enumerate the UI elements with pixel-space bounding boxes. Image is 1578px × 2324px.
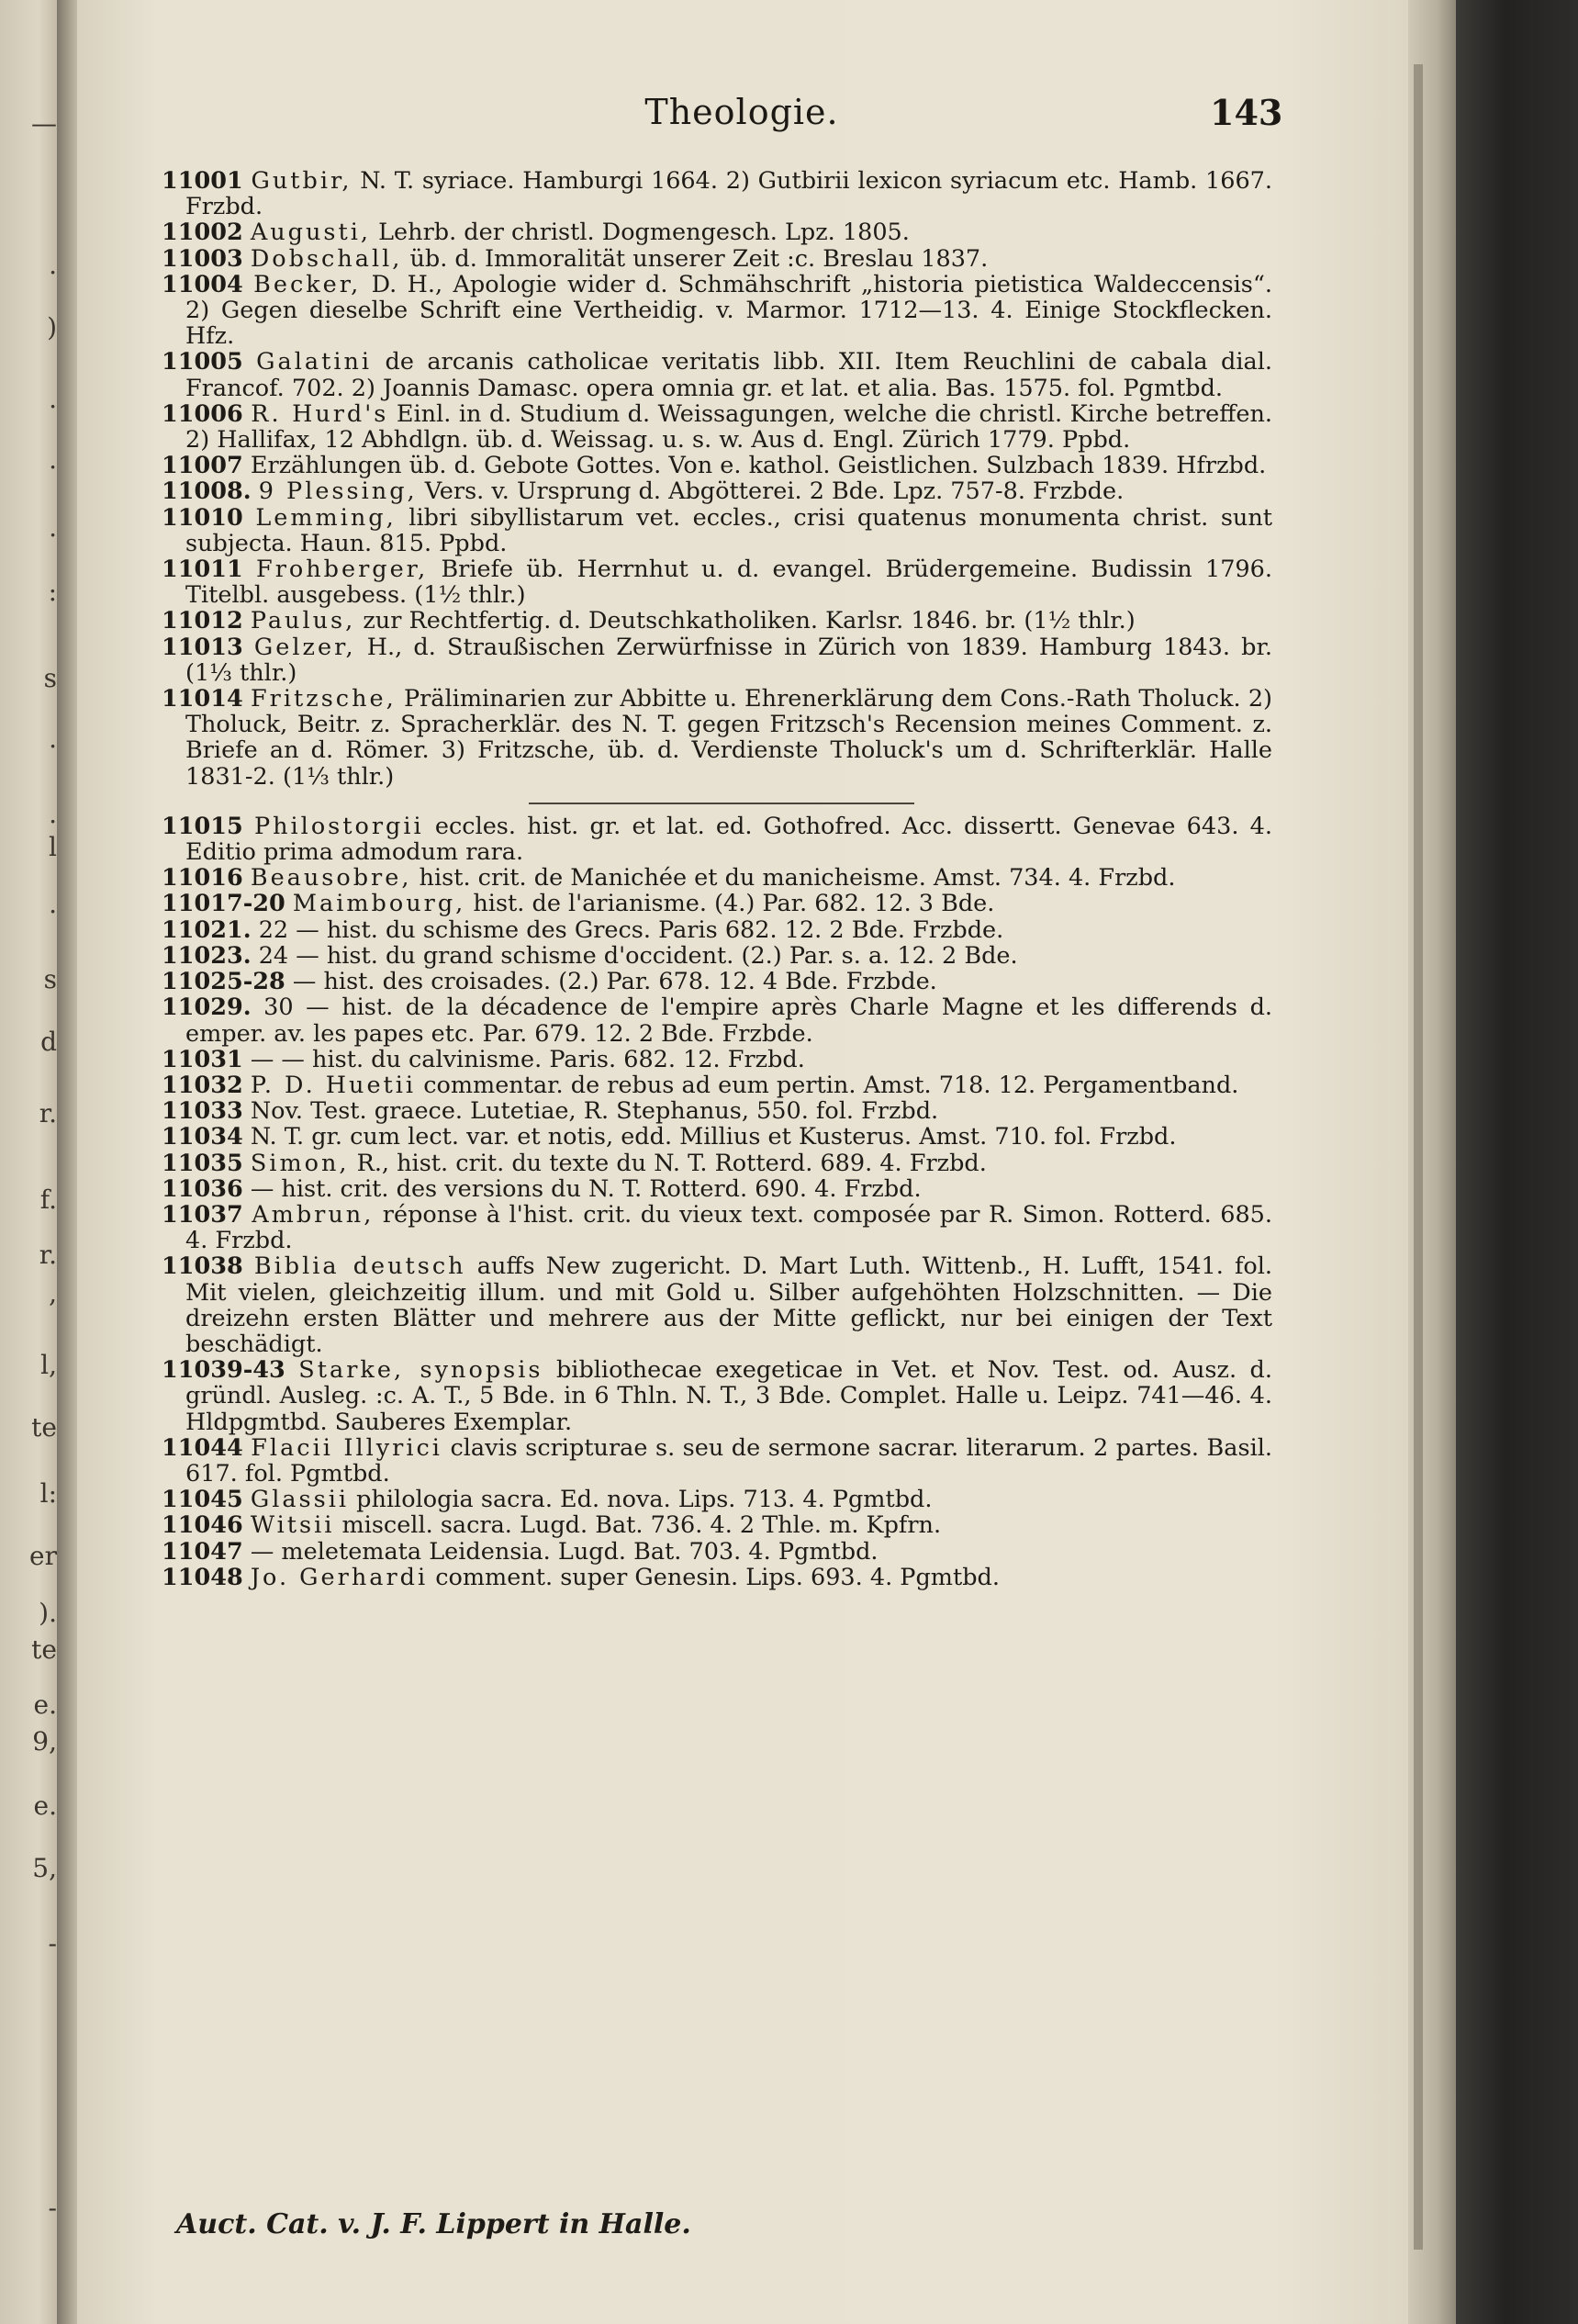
lot-number: 11005	[162, 348, 243, 376]
catalogue-entry	[162, 917, 1272, 943]
entry-description: Briefe üb. Herrnhut u. d. evangel. Brüdergemeine. Budissin 1796. Titelbl. ausgebess. (1½ thlr.)	[185, 556, 1272, 610]
lot-number: 11008.	[162, 477, 252, 506]
entry-description: üb. d. Immoralität unserer Zeit :c. Breslau 1837.	[402, 244, 989, 273]
margin-fragment: -	[48, 1928, 57, 1959]
catalogue-entry	[162, 608, 1272, 634]
entry-description: R., hist. crit. du texte du N. T. Rotterd. 689. 4. Frzbd.	[349, 1149, 987, 1177]
author-name: Starke, synopsis	[298, 1356, 543, 1385]
catalogue-entry	[162, 1098, 1272, 1124]
catalogue-entry	[162, 401, 1272, 453]
margin-fragment: l:	[39, 1478, 57, 1509]
margin-fragment: :	[48, 577, 57, 607]
catalogue-entry	[162, 1124, 1272, 1150]
entry-description: 22 — hist. du schisme des Grecs. Paris 682. 12. 2 Bde. Frzbde.	[251, 915, 1004, 944]
entry-description: D. H., Apologie wider d. Schmähschrift „historia pietistica Waldeccensis“. 2) Gegen dieselbe Schrift eine Vertheidig. v. Marmor. 1712—13. 4. Einige Stockflecken. Hfz.	[185, 270, 1273, 351]
author-name: Augusti,	[250, 219, 372, 247]
entry-description: auffs New zugericht. D. Mart Luth. Wittenb., H. Lufft, 1541. fol. Mit vielen, gleichzeitig illum. und mit Gold u. Silber aufgehöhten Holzschnitten. — Die dreizehn ersten Blätter und mehrere aus der Mitte geflickt, nur bei einigen der Text beschädigt.	[185, 1252, 1273, 1358]
catalogue-entry	[162, 865, 1272, 891]
margin-fragment: s	[43, 663, 57, 693]
margin-fragment: d	[40, 1027, 57, 1057]
entry-description: N. T. syriace. Hamburgi 1664. 2) Gutbirii lexicon syriacum etc. Hamb. 1667. Frzbd.	[185, 167, 1273, 221]
lot-number: 11025-28	[162, 968, 285, 996]
entry-description: réponse à l'hist. crit. du vieux text. composée par R. Simon. Rotterd. 685. 4. Frzbd.	[185, 1200, 1273, 1255]
entry-description: commentar. de rebus ad eum pertin. Amst. 718. 12. Pergamentband.	[416, 1071, 1239, 1099]
entry-description: miscell. sacra. Lugd. Bat. 736. 4. 2 Thle. m. Kpfrn.	[334, 1511, 942, 1540]
catalogue-entry	[162, 168, 1272, 219]
margin-fragment: ).	[39, 1598, 57, 1628]
entry-description: — hist. crit. des versions du N. T. Rotterd. 690. 4. Frzbd.	[242, 1174, 922, 1203]
lot-number: 11017-20	[162, 890, 285, 918]
lot-number: 11016	[162, 864, 243, 893]
catalogue-entry	[162, 505, 1272, 556]
margin-fragment: .	[49, 799, 57, 829]
catalogue-entry	[162, 686, 1272, 790]
author-name: Lemming,	[255, 503, 397, 532]
lot-number: 11006	[162, 399, 243, 428]
book-cover	[1456, 0, 1578, 2324]
section-divider	[529, 803, 914, 804]
entry-description: hist. crit. de Manichée et du manicheisme. Amst. 734. 4. Frzbd.	[411, 864, 1176, 893]
lot-number: 11012	[162, 607, 243, 635]
catalogue-entry	[162, 891, 1272, 916]
catalogue-entry	[162, 1253, 1272, 1357]
lot-number: 11010	[162, 503, 243, 532]
catalogue-entry	[162, 478, 1272, 504]
catalogue-entry	[162, 219, 1272, 245]
lot-number: 11034	[162, 1123, 243, 1151]
lot-number: 11007	[162, 452, 243, 480]
entry-description: Vers. v. Ursprung d. Abgötterei. 2 Bde. Lpz. 757-8. Frzbde.	[417, 477, 1125, 506]
margin-fragment: s	[43, 964, 57, 994]
lot-number: 11037	[162, 1200, 243, 1229]
lot-number: 11001	[162, 167, 243, 195]
page-stack	[1414, 64, 1423, 2250]
entry-description: clavis scripturae s. seu de sermone sacrar. literarum. 2 partes. Basil. 617. fol. Pgmtbd.	[185, 1433, 1272, 1488]
author-name: Gutbir,	[251, 167, 353, 195]
margin-fragment: r.	[39, 1240, 57, 1270]
catalogue-entry	[162, 272, 1272, 350]
margin-fragment: .	[49, 384, 57, 414]
lot-number: 11004	[162, 270, 243, 298]
lot-number: 11035	[162, 1149, 243, 1177]
margin-fragment: e.	[33, 1690, 57, 1720]
author-name: Beausobre,	[250, 864, 412, 893]
book-gutter	[57, 0, 79, 2324]
author-name: Simon,	[250, 1149, 350, 1177]
author-name: Glassii	[250, 1486, 350, 1514]
lot-number: 11044	[162, 1433, 243, 1462]
catalogue-entry	[162, 1539, 1272, 1565]
catalogue-entry	[162, 246, 1272, 272]
catalogue-entry	[162, 1176, 1272, 1202]
catalogue-entry	[162, 943, 1272, 969]
entry-description: Präliminarien zur Abbitte u. Ehrenerklärung dem Cons.-Rath Tholuck. 2) Tholuck, Beitr. z. Spracherklär. des N. T. gegen Fritzsch's Recension meines Comment. z. Briefe an d. Römer. 3) Fritzsche, üb. d. Verdienste Tholuck's um d. Schrifterklär. Halle 1831-2. (1⅓ thlr.)	[185, 685, 1272, 791]
left-page-edge	[0, 0, 64, 2324]
lot-number: 11033	[162, 1097, 243, 1126]
lot-number: 11032	[162, 1071, 243, 1099]
lot-number: 11021.	[162, 915, 252, 944]
author-name: P. D. Huetii	[250, 1071, 417, 1099]
margin-fragment: .	[49, 250, 57, 280]
author-name: Becker,	[253, 270, 362, 298]
catalogue-entry	[162, 453, 1272, 478]
catalogue-entry	[162, 1047, 1272, 1072]
entry-description: Einl. in d. Studium d. Weissagungen, welche die christl. Kirche betreffen. 2) Hallifax, 12 Abhdlgn. üb. d. Weissag. u. s. w. Aus d. Engl. Zürich 1779. Ppbd.	[185, 399, 1273, 455]
author-name: Gelzer,	[253, 633, 356, 661]
catalogue-entry	[162, 556, 1272, 608]
lot-number: 11002	[162, 219, 243, 247]
catalogue-entry	[162, 1512, 1272, 1538]
margin-fragment: l	[49, 832, 57, 862]
margin-fragment: .	[49, 444, 57, 475]
author-name: Fritzsche,	[250, 685, 397, 713]
margin-fragment: er	[29, 1541, 57, 1571]
lot-number: 11014	[162, 685, 243, 713]
margin-fragment: e.	[33, 1791, 57, 1821]
author-name: Flacii Illyrici	[251, 1433, 442, 1462]
lot-number: 11038	[162, 1252, 243, 1281]
author-name: Paulus,	[250, 607, 356, 635]
author-name: Philostorgii	[253, 812, 424, 840]
lot-number: 11036	[162, 1174, 243, 1203]
entry-description: eccles. hist. gr. et lat. ed. Gothofred. Acc. dissertt. Genevae 643. 4. Editio prima admodum rara.	[185, 812, 1272, 867]
entry-description: Erzählungen üb. d. Gebote Gottes. Von e. kathol. Geistlichen. Sulzbach 1839. Hfrzbd.	[242, 452, 1267, 480]
margin-fragment: te	[31, 1634, 57, 1665]
lot-number: 11048	[162, 1563, 243, 1591]
author-name: Galatini	[256, 348, 373, 376]
margin-fragment: -	[48, 2193, 57, 2223]
entry-description: hist. de l'arianisme. (4.) Par. 682. 12. 3 Bde.	[465, 890, 995, 918]
catalogue-entry	[162, 1565, 1272, 1590]
author-name: Ambrun,	[252, 1200, 375, 1229]
entry-description: Nov. Test. graece. Lutetiae, R. Stephanus, 550. fol. Frzbd.	[242, 1097, 939, 1126]
margin-fragment: l,	[40, 1350, 57, 1380]
entry-description: de arcanis catholicae veritatis libb. XII. Item Reuchlini de cabala dial. Francof. 702. 2) Joannis Damasc. opera omnia gr. et lat. et alia. Bas. 1575. fol. Pgmtbd.	[185, 348, 1273, 402]
author-name: Witsii	[250, 1511, 335, 1540]
entry-description: H., d. Straußischen Zerwürfnisse in Zürich von 1839. Hamburg 1843. br. (1⅓ thlr.)	[185, 633, 1273, 687]
page-number: 143	[1210, 92, 1283, 133]
catalogue-entry	[162, 1487, 1272, 1512]
lot-number: 11023.	[162, 941, 252, 970]
lot-number: 11039-43	[162, 1356, 285, 1385]
catalogue-entry	[162, 1072, 1272, 1098]
margin-fragment: 5,	[32, 1853, 57, 1883]
author-name: Dobschall,	[250, 244, 403, 273]
author-name: Jo. Gerhardi	[250, 1563, 429, 1591]
margin-fragment: ,	[49, 1278, 57, 1308]
catalogue-entry	[162, 634, 1272, 686]
entry-description: bibliothecae exegeticae in Vet. et Nov. Test. od. Ausz. d. gründl. Ausleg. :c. A. T., 5 Bde. in 6 Thln. N. T., 3 Bde. Complet. Halle u. Leipz. 741—46. 4. Hldpgmtbd. Sauberes Exemplar.	[185, 1356, 1272, 1436]
publisher-footer: Auct. Cat. v. J. F. Lippert in Halle.	[176, 2208, 691, 2240]
margin-fragment: .	[49, 512, 57, 543]
entry-description: — meletemata Leidensia. Lugd. Bat. 703. 4. Pgmtbd.	[242, 1537, 879, 1566]
entry-description: zur Rechtfertig. d. Deutschkatholiken. Karlsr. 1846. br. (1½ thlr.)	[355, 607, 1136, 635]
margin-fragment: 9,	[32, 1726, 57, 1757]
margin-fragment: —	[31, 108, 57, 139]
lot-number: 11013	[162, 633, 243, 661]
running-title: Theologie.	[644, 92, 839, 132]
margin-fragment: te	[31, 1412, 57, 1443]
lot-number: 11045	[162, 1486, 243, 1514]
catalogue-entry	[162, 349, 1272, 400]
entry-description: Lehrb. der christl. Dogmengesch. Lpz. 1805.	[371, 219, 910, 247]
lot-number: 11029.	[162, 994, 252, 1022]
catalogue-entry	[162, 814, 1272, 865]
author-name: Frohberger,	[256, 556, 429, 584]
entry-description: 24 — hist. du grand schisme d'occident. (2.) Par. s. a. 12. 2 Bde.	[251, 941, 1018, 970]
catalogue-entry	[162, 994, 1272, 1046]
lot-number: 11003	[162, 244, 243, 273]
entry-description: — hist. des croisades. (2.) Par. 678. 12. 4 Bde. Frzbde.	[285, 968, 937, 996]
entry-description: comment. super Genesin. Lips. 693. 4. Pgmtbd.	[428, 1563, 1000, 1591]
catalogue-entry	[162, 1435, 1272, 1487]
entries-before-rule	[162, 168, 1272, 790]
margin-fragment: .	[49, 724, 57, 754]
catalogue-entry	[162, 1357, 1272, 1435]
margin-fragment: r.	[39, 1098, 57, 1128]
catalogue-entry	[162, 969, 1272, 994]
catalogue-entry	[162, 1151, 1272, 1176]
margin-fragment: )	[47, 312, 57, 342]
margin-fragment: f.	[39, 1184, 57, 1215]
entries-after-rule	[162, 814, 1272, 1590]
author-name: Maimbourg,	[292, 890, 466, 918]
catalogue-entries	[162, 168, 1272, 1590]
lot-number: 11031	[162, 1045, 243, 1073]
author-name: R. Hurd's	[251, 399, 389, 428]
lot-number: 11047	[162, 1537, 243, 1566]
entry-description: 30 — hist. de la décadence de l'empire après Charle Magne et les differends d. emper. av. les papes etc. Par. 679. 12. 2 Bde. Frzbde.	[185, 994, 1272, 1048]
lot-number: 11011	[162, 556, 243, 584]
entry-description: N. T. gr. cum lect. var. et notis, edd. Millius et Kusterus. Amst. 710. fol. Frzbd.	[242, 1123, 1177, 1151]
entry-description: philologia sacra. Ed. nova. Lips. 713. 4. Pgmtbd.	[349, 1486, 933, 1514]
author-name: Biblia deutsch	[253, 1252, 466, 1281]
lot-number: 11046	[162, 1511, 243, 1540]
catalogue-entry	[162, 1202, 1272, 1253]
lot-number: 11015	[162, 812, 243, 840]
entry-description: libri sibyllistarum vet. eccles., crisi quatenus monumenta christ. sunt subjecta. Haun. 815. Ppbd.	[185, 503, 1273, 557]
author-name: 9 Plessing,	[258, 477, 418, 506]
entry-description: — — hist. du calvinisme. Paris. 682. 12. Frzbd.	[242, 1045, 805, 1073]
margin-fragment: .	[49, 889, 57, 919]
